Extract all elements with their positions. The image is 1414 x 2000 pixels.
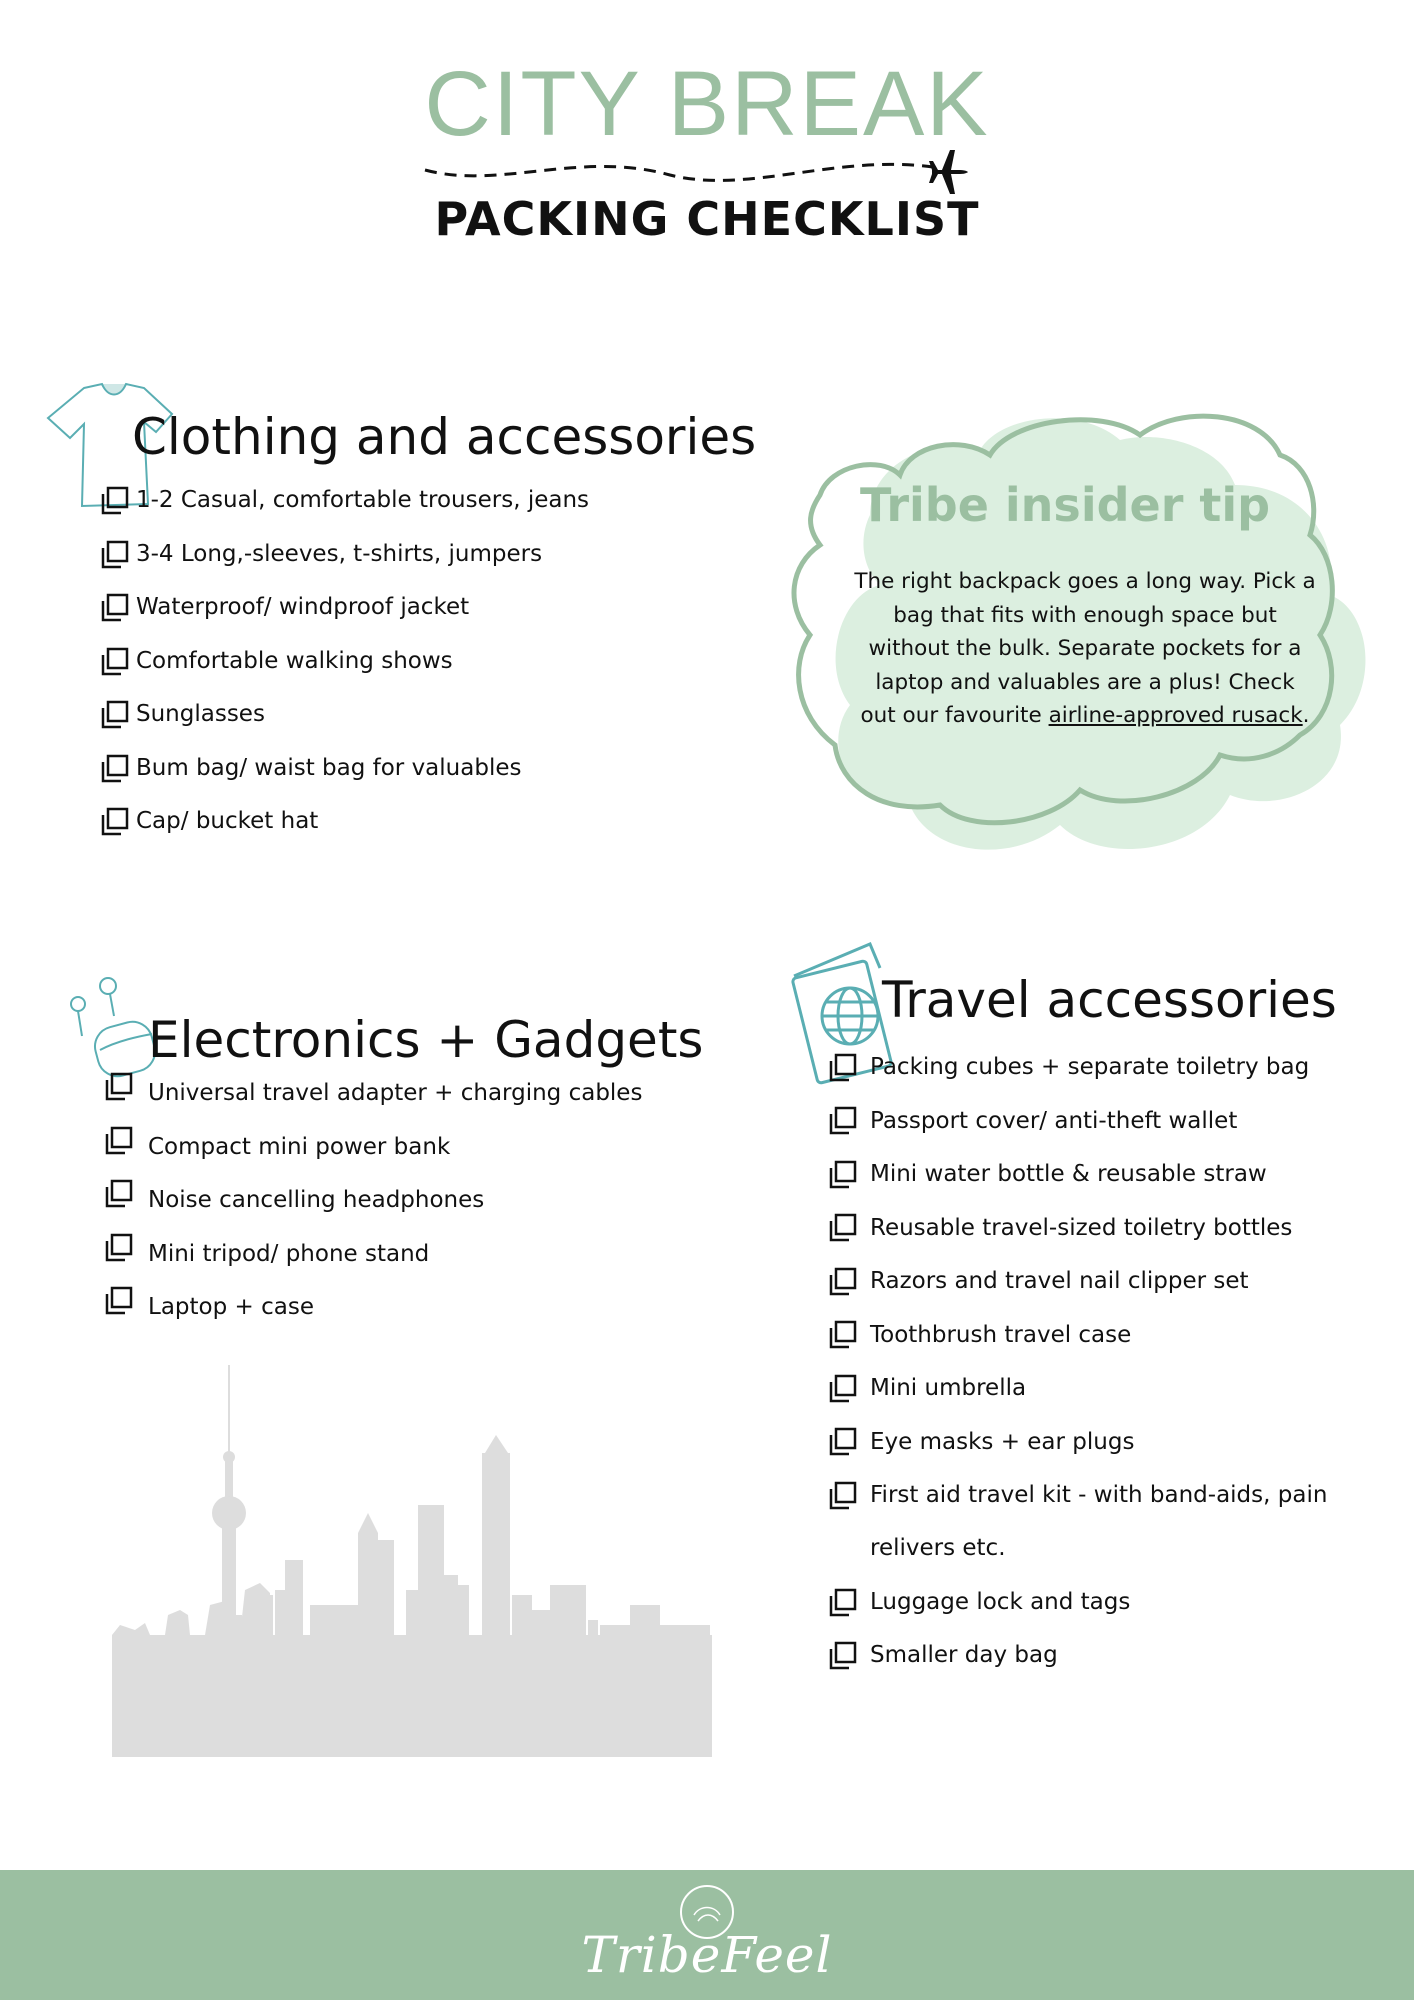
- tip-line: bag that fits with enough space but: [893, 602, 1277, 628]
- clothing-heading: Clothing and accessories: [132, 408, 757, 466]
- checkbox-icon[interactable]: [104, 1286, 134, 1320]
- tip-line: laptop and valuables are a plus! Check: [875, 669, 1295, 695]
- checkbox-icon[interactable]: [104, 1072, 134, 1106]
- checkbox-icon[interactable]: [100, 754, 130, 788]
- list-item: Cap/ bucket hat: [136, 808, 319, 834]
- list-item: Smaller day bag: [870, 1642, 1058, 1668]
- list-item: Comfortable walking shows: [136, 648, 453, 674]
- checkbox-icon[interactable]: [100, 807, 130, 841]
- list-item: Toothbrush travel case: [870, 1322, 1132, 1348]
- list-item: 1-2 Casual, comfortable trousers, jeans: [136, 487, 590, 513]
- list-item: Noise cancelling headphones: [148, 1187, 485, 1213]
- airline-approved-rucksack-link[interactable]: airline-approved rusack: [1048, 703, 1303, 728]
- page-subtitle: PACKING CHECKLIST: [434, 192, 980, 246]
- list-item: Mini umbrella: [870, 1375, 1027, 1401]
- checkbox-icon[interactable]: [828, 1427, 858, 1461]
- list-item: Packing cubes + separate toiletry bag: [870, 1054, 1310, 1080]
- list-item: Compact mini power bank: [148, 1134, 451, 1160]
- tip-line: The right backpack goes a long way. Pick a: [854, 569, 1316, 594]
- electronics-heading: Electronics + Gadgets: [148, 1011, 704, 1069]
- checkbox-icon[interactable]: [100, 700, 130, 734]
- list-item: 3-4 Long,-sleeves, t-shirts, jumpers: [136, 541, 543, 567]
- tip-line: [850, 699, 1320, 733]
- page-title: CITY BREAK: [424, 53, 990, 155]
- footer-brand[interactable]: TribeFeel: [581, 1926, 833, 1984]
- checkbox-icon[interactable]: [828, 1053, 858, 1087]
- city-skyline-illustration: [110, 1365, 715, 1757]
- list-item: Sunglasses: [136, 701, 265, 727]
- tip-line: without the bulk. Separate pockets for a: [868, 636, 1302, 661]
- list-item: Luggage lock and tags: [870, 1589, 1131, 1615]
- checkbox-icon[interactable]: [828, 1641, 858, 1675]
- list-item: Bum bag/ waist bag for valuables: [136, 755, 522, 781]
- checkbox-icon[interactable]: [104, 1126, 134, 1160]
- checkbox-icon[interactable]: [100, 593, 130, 627]
- list-item: Mini tripod/ phone stand: [148, 1241, 430, 1267]
- checkbox-icon[interactable]: [828, 1320, 858, 1354]
- checkbox-icon[interactable]: [828, 1106, 858, 1140]
- checkbox-icon[interactable]: [104, 1179, 134, 1213]
- checkbox-icon[interactable]: [828, 1374, 858, 1408]
- airplane-icon: [929, 150, 968, 194]
- list-item: Passport cover/ anti-theft wallet: [870, 1108, 1238, 1134]
- tip-line-suffix: .: [1302, 703, 1310, 728]
- checkbox-icon[interactable]: [104, 1233, 134, 1267]
- list-item: Razors and travel nail clipper set: [870, 1268, 1249, 1294]
- checkbox-icon[interactable]: [100, 540, 130, 574]
- tip-body: [850, 565, 1320, 733]
- list-item-continuation: relivers etc.: [870, 1535, 1006, 1561]
- checkbox-icon[interactable]: [828, 1481, 858, 1515]
- list-item: First aid travel kit - with band-aids, pain: [870, 1482, 1328, 1508]
- list-item: Mini water bottle & reusable straw: [870, 1161, 1267, 1187]
- checkbox-icon[interactable]: [828, 1160, 858, 1194]
- travel-heading: Travel accessories: [882, 971, 1337, 1029]
- checkbox-icon[interactable]: [100, 486, 130, 520]
- list-item: Waterproof/ windproof jacket: [136, 594, 470, 620]
- list-item: Eye masks + ear plugs: [870, 1429, 1135, 1455]
- checkbox-icon[interactable]: [100, 647, 130, 681]
- tip-line-prefix: out our favourite: [860, 703, 1049, 728]
- checkbox-icon[interactable]: [828, 1267, 858, 1301]
- tip-heading: Tribe insider tip: [860, 478, 1271, 532]
- checkbox-icon[interactable]: [828, 1213, 858, 1247]
- checkbox-icon[interactable]: [828, 1588, 858, 1622]
- list-item: Laptop + case: [148, 1294, 314, 1320]
- list-item: Reusable travel-sized toiletry bottles: [870, 1215, 1293, 1241]
- list-item: Universal travel adapter + charging cables: [148, 1080, 643, 1106]
